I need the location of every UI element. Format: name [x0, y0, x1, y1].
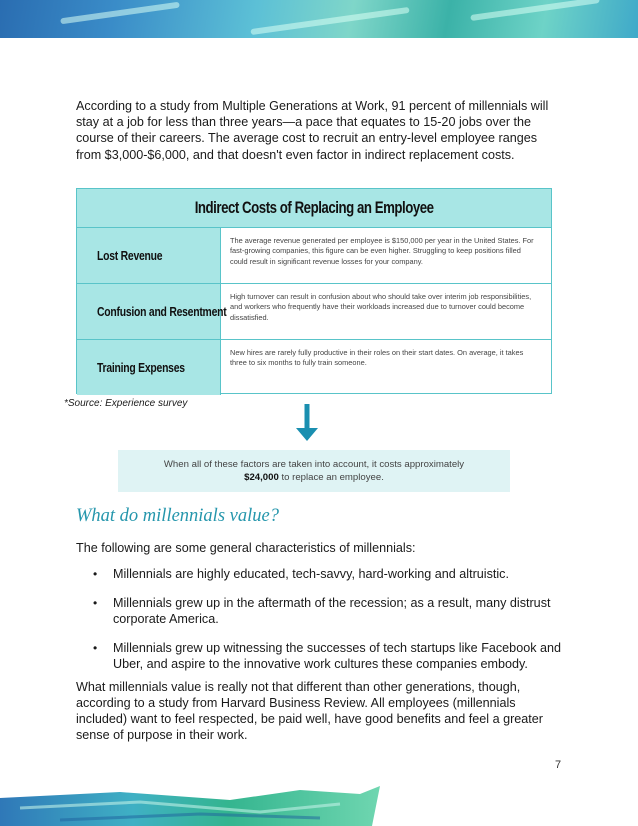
- table-row-lost-revenue: [77, 228, 551, 284]
- list-item-text: Millennials grew up witnessing the successes of tech startups like Facebook and Uber, and aspire to the innovative work cultures these companies embody.: [113, 641, 562, 671]
- brush-stroke-graphic: [0, 786, 638, 826]
- row-description: High turnover can result in confusion about who should take over interim job responsibilities, and workers who frequently have their workloads increased due to turnover could become dissatisfied.: [230, 292, 532, 322]
- source-note: *Source: Experience survey: [64, 398, 188, 409]
- row-label: Training Expenses: [97, 360, 185, 375]
- row-label-cell: [77, 284, 227, 339]
- table-title: Indirect Costs of Replacing an Employee: [194, 198, 434, 217]
- list-item: [76, 595, 568, 627]
- table-row-confusion-resentment: [77, 284, 551, 340]
- row-label: Confusion and Resentment: [97, 304, 227, 319]
- table-row-training-expenses: [77, 340, 551, 395]
- row-label-cell: [77, 340, 221, 395]
- top-decorative-banner: [0, 0, 638, 38]
- closing-paragraph: What millennials value is really not that different than other generations, though, according to a study from Harvard Business Review. All employees (millennials included) want to feel respected, be paid well, have good benefits and feel a greater sense of purpose in their work.: [76, 680, 543, 742]
- row-label-cell: [77, 228, 221, 283]
- table-header: [77, 189, 551, 228]
- lead-paragraph: The following are some general characteristics of millennials:: [76, 541, 416, 555]
- banner-streak: [60, 2, 180, 25]
- list-item-text: Millennials are highly educated, tech-savvy, hard-working and altruistic.: [113, 567, 509, 581]
- callout-amount: $24,000: [244, 471, 279, 483]
- row-description: New hires are rarely fully productive in their roles on their start dates. On average, it takes three to six months to fully train someone.: [230, 348, 524, 368]
- callout-line-2-text: to replace an employee.: [278, 471, 384, 483]
- cost-callout-box: [118, 450, 510, 492]
- page-number: 7: [555, 759, 562, 771]
- bullet-dot-icon: •: [93, 641, 98, 655]
- list-item: [76, 566, 568, 582]
- banner-streak: [250, 7, 409, 35]
- intro-paragraph: According to a study from Multiple Generations at Work, 91 percent of millennials will stay at a job for less than three years—a pace that equates to 15-20 jobs over the course of their careers. The average cost to recruit an entry-level employee ranges from $3,000-$6,000, and that doesn't even factor in indirect replacement costs.: [76, 99, 549, 162]
- row-description: The average revenue generated per employee is $150,000 per year in the United States. For fast-growing companies, this figure can be even higher. Struggling to keep positions filled could result in significant revenue losses for your company.: [230, 236, 534, 266]
- section-title: What do millennials value?: [76, 506, 279, 526]
- characteristics-list: [76, 566, 568, 685]
- banner-streak: [470, 0, 600, 21]
- callout-line-1: When all of these factors are taken into account, it costs approximately: [163, 459, 465, 470]
- bullet-dot-icon: •: [93, 596, 98, 610]
- list-item: [76, 640, 568, 672]
- indirect-costs-table: [76, 188, 552, 394]
- list-item-text: Millennials grew up in the aftermath of the recession; as a result, many distrust corporate America.: [113, 596, 551, 626]
- down-arrow-icon: [295, 404, 319, 442]
- bottom-decorative-banner: [0, 786, 638, 826]
- row-label: Lost Revenue: [97, 248, 163, 263]
- bullet-dot-icon: •: [93, 567, 98, 581]
- callout-line-2: [118, 472, 510, 485]
